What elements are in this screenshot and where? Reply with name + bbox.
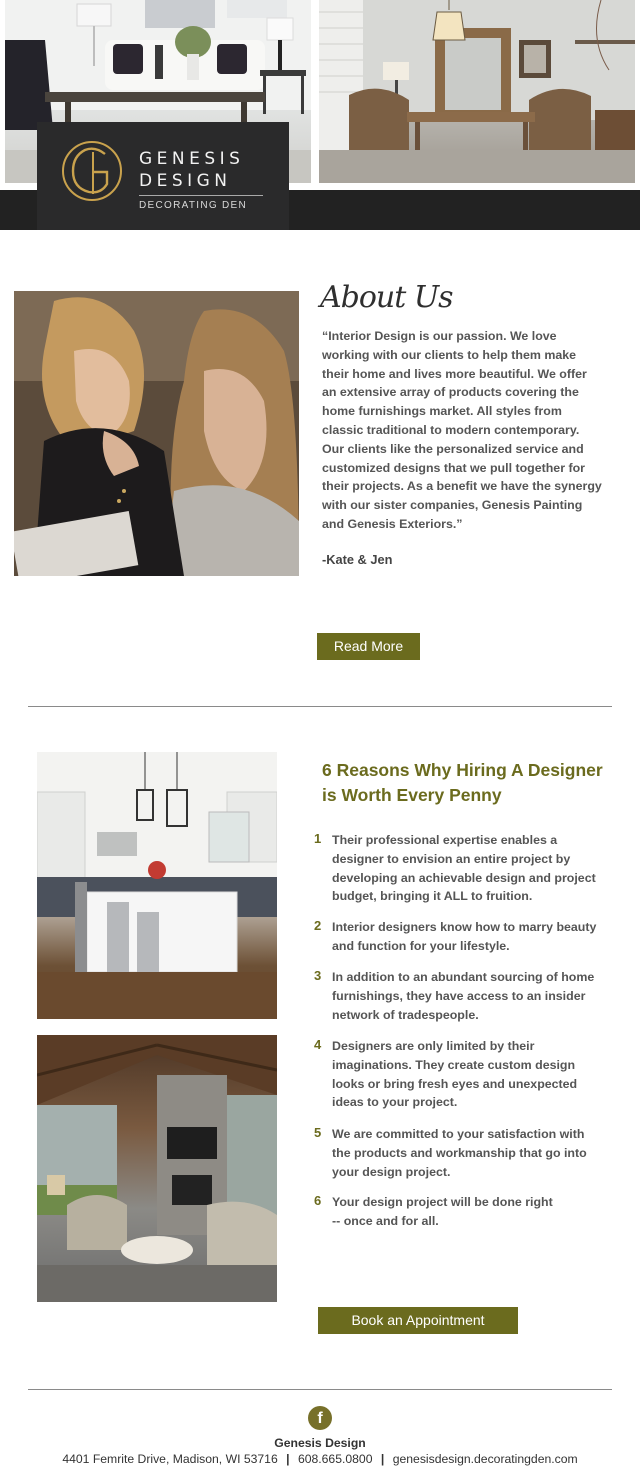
reason-text: Interior designers know how to marry beauty and function for your lifestyle. <box>332 920 597 953</box>
reason-text: Designers are only limited by their imaginations. They create custom design looks or bring fresh eyes and unexpected ideas to your project. <box>332 1039 578 1110</box>
about-signature: -Kate & Jen <box>322 552 393 567</box>
reason-number: 4 <box>314 1037 322 1052</box>
footer-divider <box>28 1389 612 1390</box>
book-appointment-button[interactable]: Book an Appointment <box>318 1307 518 1334</box>
reason-text: We are committed to your satisfaction with the products and workmanship that go into your design project. <box>332 1127 587 1179</box>
logo[interactable] <box>37 122 289 230</box>
reason-text: Their professional expertise enables a designer to envision an entire project by developing an achievable design and project budget, bringing it ALL to fruition. <box>332 833 596 904</box>
about-us-text: “Interior Design is our passion. We love working with our clients to help them make their home and lives more beautiful. We offer an extensive array of products covering the home furnishings market. All styles from classic traditional to modern contemporary. Our clients like the personalized service and customized designs that we pull together for their projects. As a benefit we have the synergy with our sister companies, Genesis Painting and Genesis Exteriors.” <box>322 329 602 531</box>
reason-number: 2 <box>314 918 322 933</box>
footer-phone[interactable]: 608.665.0800 <box>297 1452 373 1466</box>
footer-separator: | <box>286 1452 290 1466</box>
reason-text-line: Your design project will be done right <box>332 1195 553 1209</box>
footer-website-link[interactable]: genesisdesign.decoratingden.com <box>392 1452 578 1466</box>
dining-room-photo <box>319 0 635 183</box>
facebook-icon[interactable]: f <box>308 1406 332 1430</box>
genesis-g-logo-icon <box>61 138 123 204</box>
hero-banner <box>0 0 640 230</box>
kitchen-photo <box>37 752 277 1019</box>
footer-contact-line <box>0 1452 640 1466</box>
footer-separator: | <box>380 1452 385 1466</box>
footer-company-name: Genesis Design <box>274 1436 366 1450</box>
designers-photo <box>14 291 299 576</box>
reason-number: 5 <box>314 1125 322 1140</box>
logo-name-bottom: DESIGN <box>139 171 232 191</box>
porch-photo <box>37 1035 277 1302</box>
logo-name-top: GENESIS <box>139 149 245 169</box>
reason-text <box>332 1193 598 1231</box>
reason-text-line: -- once and for all. <box>332 1213 439 1228</box>
footer-address: 4401 Femrite Drive, Madison, WI 53716 <box>62 1452 278 1466</box>
reason-number: 1 <box>314 831 322 846</box>
about-us-title: About Us <box>320 280 453 315</box>
reason-number: 6 <box>314 1193 322 1208</box>
logo-divider <box>139 195 263 196</box>
reason-number: 3 <box>314 968 322 983</box>
reason-text: In addition to an abundant sourcing of home furnishings, they have access to an insider network of tradespeople. <box>332 970 595 1022</box>
reasons-title: 6 Reasons Why Hiring A Designer is Worth Every Penny <box>322 760 603 805</box>
logo-subtitle: DECORATING DEN <box>139 200 248 211</box>
read-more-button[interactable]: Read More <box>317 633 420 660</box>
section-divider <box>28 706 612 707</box>
